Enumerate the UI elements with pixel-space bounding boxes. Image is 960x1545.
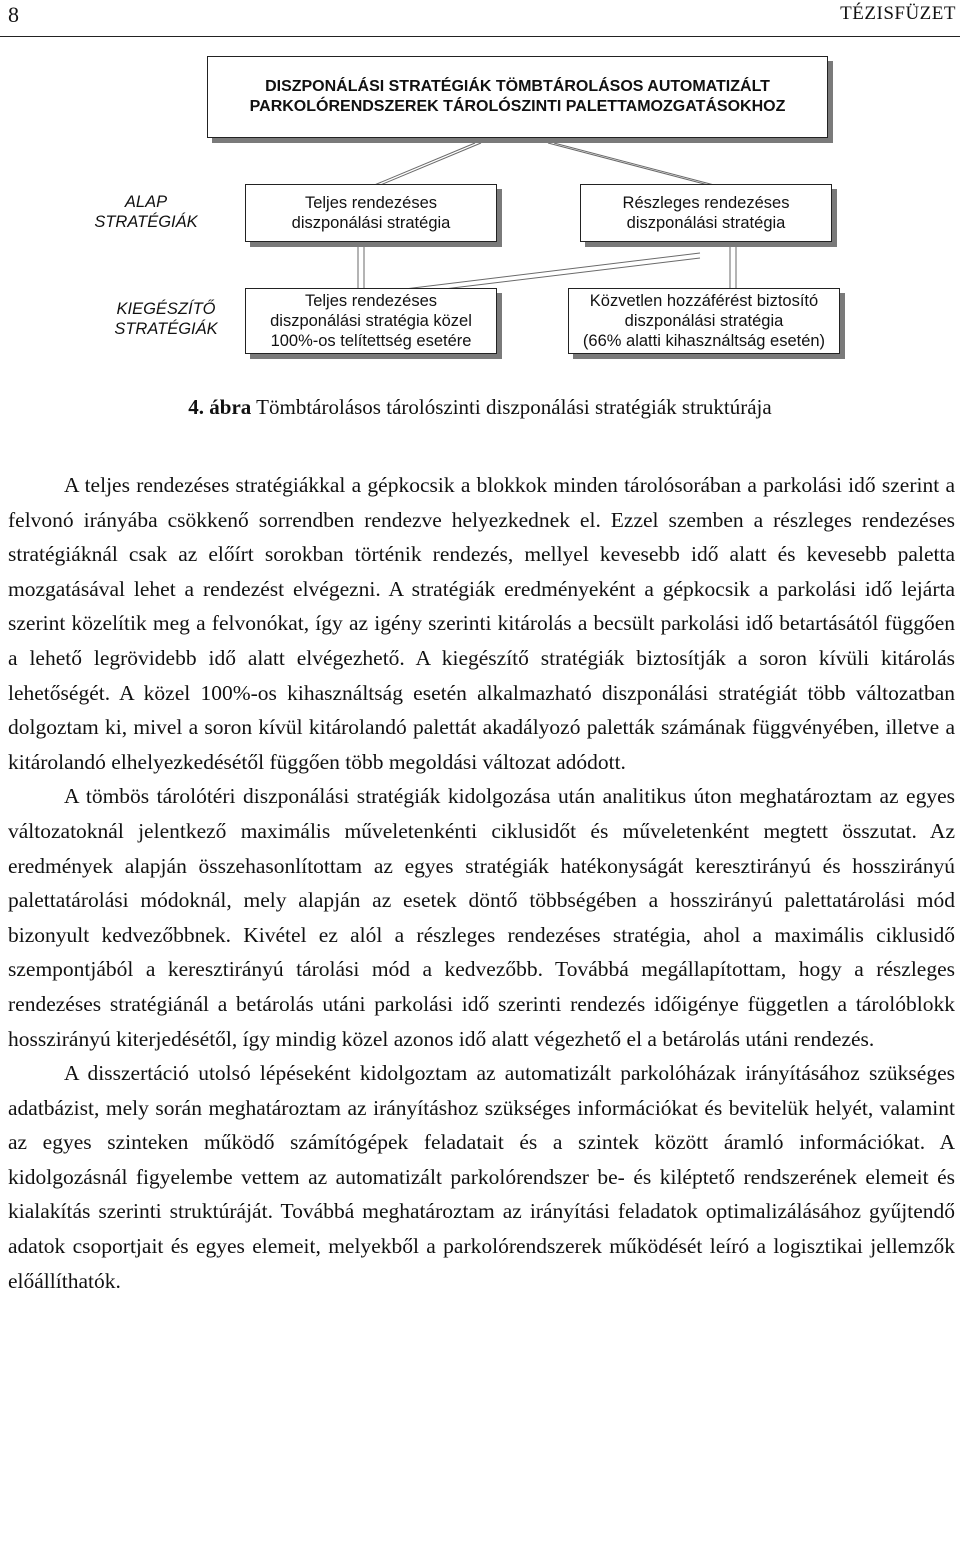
connector-partial-sort-to-near-full	[372, 253, 700, 293]
paragraph-1: A teljes rendezéses stratégiákkal a gépkocsik a blokkok minden tárolósorában a parkolási idő szerint a felvonó irányába csökkenő sorrendben rendezve helyezkednek el. Ezzel szemben a részleges rendezéses stratégiáknál csak az előírt sorokban történik rendezés, mellyel kevesebb idő alatt és kevesebb paletta mozgatásával lehet a rendezést elvégezni. A stratégiák eredményeként a gépkocsik a parkolási idő lejárta szerint közelítik meg a felvonókat, így az igény szerinti kitárolás a becsült parkolási idő betartásától függően a lehető legrövidebb idő alatt elvégezhető. A kiegészítő stratégiák biztosítják a soron kívüli kitárolás lehetőségét. A közel 100%-os kihasználtság esetén alkalmazható diszponálási stratégiát több változatban dolgoztam ki, mivel a soron kívül kitárolandó palettát akadályozó paletták számának függvényében, illetve a kitárolandó elhelyezkedésétől függően több megoldási változat adódott.	[8, 473, 955, 774]
partial-sort-strategy-box: Részleges rendezéses diszponálási stratégia	[580, 184, 832, 242]
connector-root-to-partial-sort	[548, 143, 712, 186]
paragraph-2: A tömbös tárolótéri diszponálási stratégiák kidolgozása után analitikus úton meghatároztam az egyes változatoknál jelentkező maximális műveletenkénti ciklusidőt és műveletenként megtett összutat. Az eredmények alapján összehasonlítottam az egyes stratégiák hatékonyságát keresztirányú és hosszirányú palettatárolási módoknál, mely alapján az esetek döntő többségében a hosszirányú palettatárolási mód bizonyult kedvezőbbnek. Kivétel ez alól a részleges rendezéses stratégia, ahol a maximális ciklusidő szempontjából a keresztirányú tárolási mód a kedvezőbb. Továbbá megállapítottam, hogy a részleges rendezéses stratégiánál a betárolás utáni parkolási idő szerinti rendezés időigénye független a tárolóblokk hosszirányú kiterjedésétől, így mindig közel azonos idő alatt végezhető el a betárolás utáni rendezés.	[8, 784, 955, 1051]
figure-caption	[0, 395, 960, 420]
row-label-supplementary: KIEGÉSZÍTŐ STRATÉGIÁK	[114, 300, 218, 338]
strategy-structure-diagram	[0, 40, 960, 380]
connector-root-to-full-sort	[372, 143, 475, 186]
figure-number: 4. ábra	[188, 395, 252, 419]
root-strategy-box: DISZPONÁLÁSI STRATÉGIÁK TÖMBTÁROLÁSOS AUTOMATIZÁLT PARKOLÓRENDSZEREK TÁROLÓSZINTI PALETTAMOZGATÁSOKHOZ	[207, 56, 828, 138]
page-number: 8	[8, 2, 19, 27]
full-sort-strategy-box: Teljes rendezéses diszponálási stratégia	[245, 184, 497, 242]
paragraph-3: A disszertáció utolsó lépéseként kidolgoztam az automatizált parkolóházak irányításához szükséges adatbázist, mely során meghatároztam az irányításhoz szükséges információkat és bevitelük helyét, valamint az egyes szinteken működő számítógépek feladatait és a szintek között áramló információkat. A kidolgozásnál figyelembe vettem az automatizált parkolórendszer be- és kiléptető rendszerének elemeit és kialakítás szerinti struktúráját. Továbbá meghatároztam az irányítási feladatok optimalizálásához gyűjtendő adatok csoportjait és egyes elemeit, melyekből a parkolórendszerek működését leíró a logisztikai jellemzők előállíthatók.	[8, 1061, 955, 1293]
figure-caption-text: Tömbtárolásos tárolószinti diszponálási stratégiák struktúrája	[251, 395, 772, 419]
near-full-strategy-box: Teljes rendezéses diszponálási stratégia közel 100%-os telítettség esetére	[245, 288, 497, 354]
page-header	[0, 0, 960, 37]
running-title: TÉZISFÜZET	[840, 3, 956, 24]
direct-access-strategy-box: Közvetlen hozzáférést biztosító diszponálási stratégia (66% alatti kihasználtság esetén)	[568, 288, 840, 354]
body-text	[8, 468, 955, 1298]
row-label-base: ALAP STRATÉGIÁK	[94, 193, 198, 231]
